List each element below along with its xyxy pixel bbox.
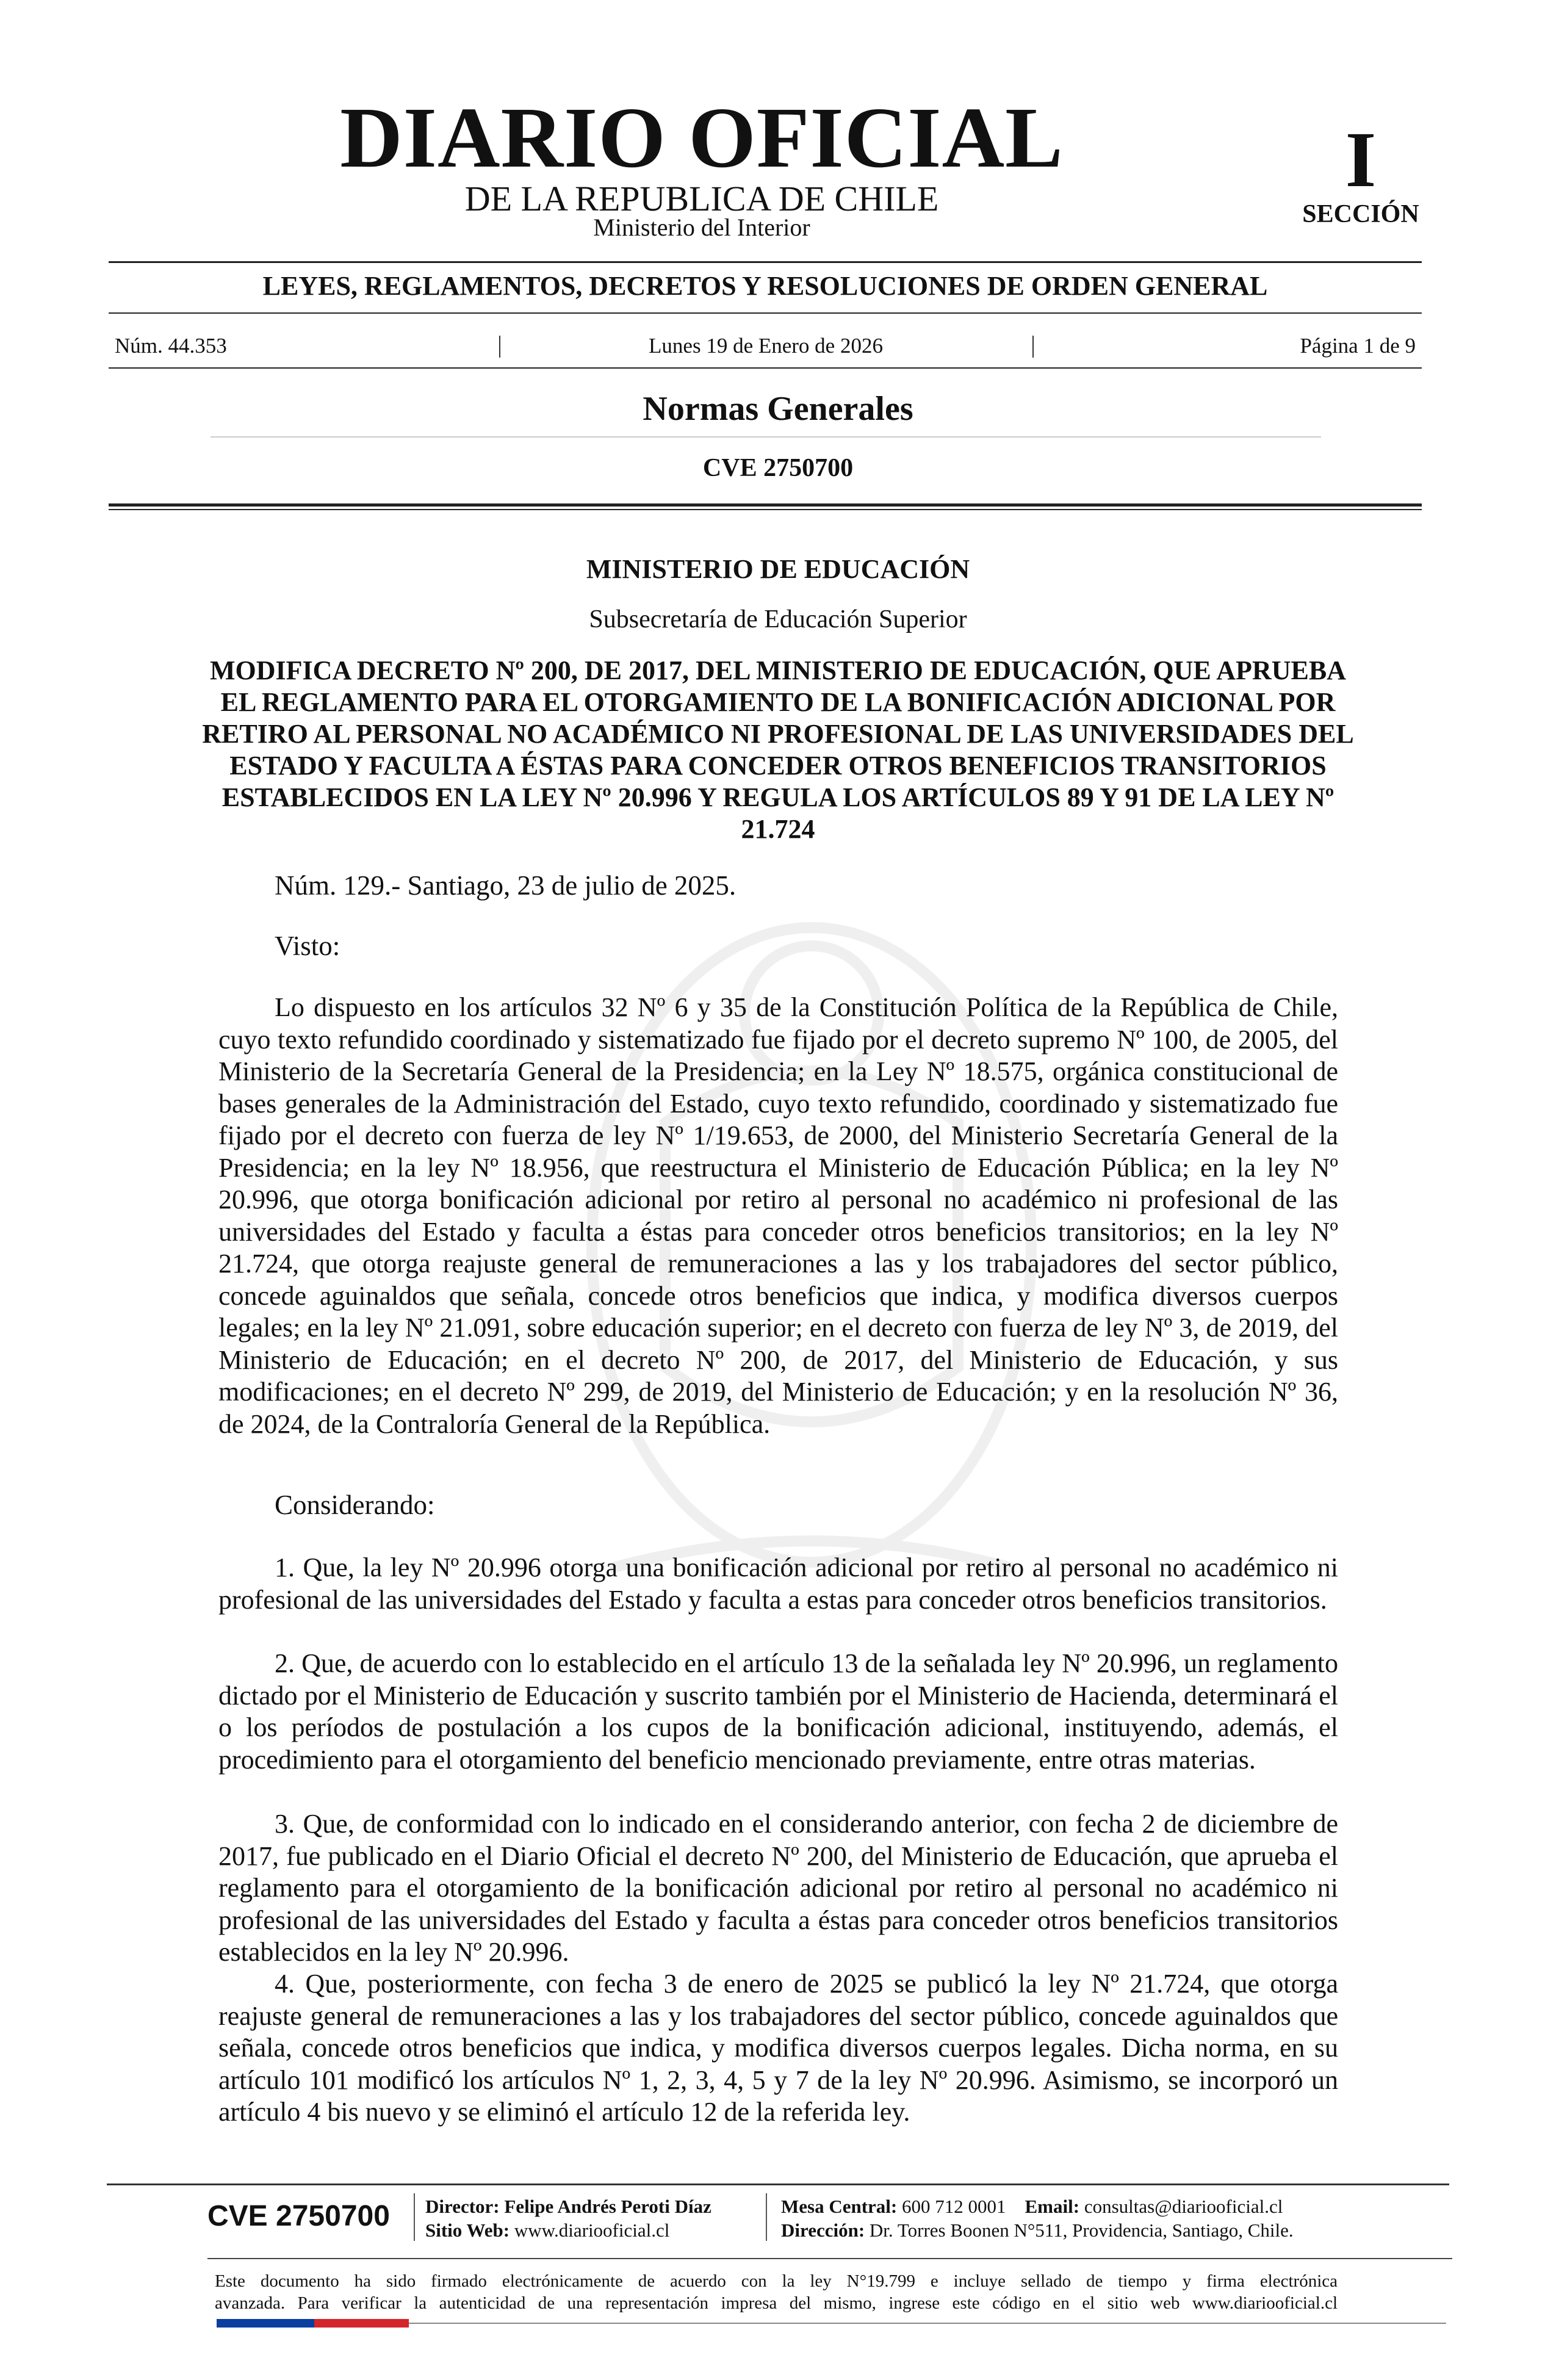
footer-separator xyxy=(414,2193,415,2241)
issue-number: Núm. 44.353 xyxy=(115,334,227,358)
header-rule-top xyxy=(109,261,1422,263)
newspaper-title: DIARIO OFICIAL xyxy=(340,89,1064,186)
header-rule-band xyxy=(109,312,1422,314)
issue-date: Lunes 19 de Enero de 2026 xyxy=(649,334,883,358)
footer-rule-mid xyxy=(207,2258,1452,2259)
header-rule-thin xyxy=(109,509,1422,510)
flag-stripe-red xyxy=(314,2319,409,2328)
footer-cve-code: CVE 2750700 xyxy=(207,2200,390,2232)
considerando-label: Considerando: xyxy=(275,1490,435,1520)
section-number: I xyxy=(1345,116,1377,204)
flag-stripe-blue xyxy=(217,2319,314,2328)
considerando-item: 4. Que, posteriormente, con fecha 3 de enero de 2025 se publicó la ley Nº 21.724, que otorga reajuste general de remuneraciones a las y los trabajadores del sector público, concede aguinaldos que señala, concede otros beneficios que indica, y modifica diversos cuerpos legales. Dicha norma, en su artículo 101 modificó los artículos Nº 1, 2, 3, 4, 5 y 7 de la ley Nº 20.996. Asimismo, se incorporó un artículo 4 bis nuevo y se eliminó el artículo 12 de la referida ley. xyxy=(218,1969,1338,2127)
visto-label: Visto: xyxy=(275,931,340,961)
issuing-subsecretary: Subsecretaría de Educación Superior xyxy=(589,605,967,633)
footer-separator xyxy=(766,2193,767,2241)
footer-website: Sitio Web: www.diariooficial.cl xyxy=(425,2220,670,2241)
issue-rule xyxy=(109,367,1422,369)
section-title-rule xyxy=(211,436,1321,438)
newspaper-ministry: Ministerio del Interior xyxy=(593,214,810,241)
visto-paragraph: Lo dispuesto en los artículos 32 Nº 6 y 35 de la Constitución Política de la República de Chile, cuyo texto refundido coordinado y sistematizado fue fijado por el decreto supremo Nº 100, de 2005, del Ministerio de la Secretaría General de la Presidencia; en la Ley Nº 18.575, orgánica constitucional de bases generales de la Administración del Estado, cuyo texto refundido, coordinado y sistematizado fue fijado por el decreto con fuerza de ley Nº 1/19.653, de 2000, del Ministerio Secretaría General de la Presidencia; en la ley Nº 18.956, que reestructura el Ministerio de Educación Pública; en la ley Nº 20.996, que otorga bonificación adicional por retiro al personal no académico ni profesional de las universidades del Estado y faculta a éstas para conceder otros beneficios transitorios; en la ley Nº 21.724, que otorga reajuste general de remuneraciones a las y los trabajadores del sector público, concede aguinaldos que señala, concede otros beneficios que indica, y modifica diversos cuerpos legales; en la ley Nº 21.091, sobre educación superior; en el decreto con fuerza de ley Nº 3, de 2019, del Ministerio de Educación; en el decreto Nº 200, de 2017, del Ministerio de Educación, y sus modificaciones; en el decreto Nº 299, de 2019, del Ministerio de Educación; y en la resolución Nº 36, de 2024, de la Contraloría General de la República. xyxy=(218,992,1338,1439)
section-label: SECCIÓN xyxy=(1302,200,1419,228)
considerando-item: 3. Que, de conformidad con lo indicado en el considerando anterior, con fecha 2 de diciembre de 2017, fue publicado en el Diario Oficial el decreto Nº 200, del Ministerio de Educación, que aprueba el reglamento para el otorgamiento de la bonificación adicional por retiro al personal no académico ni profesional de las universidades del Estado y faculta a éstas para conceder otros beneficios transitorios establecidos en la ley Nº 20.996. xyxy=(218,1809,1338,1967)
website-link[interactable]: www.diariooficial.cl xyxy=(514,2220,670,2241)
newspaper-subtitle: DE LA REPUBLICA DE CHILE xyxy=(464,179,939,218)
footer-rule xyxy=(107,2183,1449,2185)
issuing-ministry: MINISTERIO DE EDUCACIÓN xyxy=(586,554,970,584)
footer-rule-bottom xyxy=(409,2323,1446,2324)
section-band: LEYES, REGLAMENTOS, DECRETOS Y RESOLUCIONES DE ORDEN GENERAL xyxy=(262,271,1268,301)
footer-address: Dirección: Dr. Torres Boonen N°511, Providencia, Santiago, Chile. xyxy=(781,2220,1294,2241)
footer-legal-notice: Este documento ha sido firmado electrónicamente de acuerdo con la ley N°19.799 e incluye sellado de tiempo y firma electrónica avanzada. Para verificar la autenticidad de una representación impresa del mismo, ingrese este código en el sitio web www.diariooficial.cl xyxy=(215,2271,1338,2313)
considerando-item: 1. Que, la ley Nº 20.996 otorga una bonificación adicional por retiro al personal no académico ni profesional de las universidades del Estado y faculta a estas para conceder otros beneficios transitorios. xyxy=(218,1552,1338,1615)
cve-code: CVE 2750700 xyxy=(702,454,854,482)
section-title: Normas Generales xyxy=(643,390,913,428)
decree-heading: MODIFICA DECRETO Nº 200, DE 2017, DEL MINISTERIO DE EDUCACIÓN, QUE APRUEBA EL REGLAMENTO PARA EL OTORGAMIENTO DE LA BONIFICACIÓN ADICIONAL POR RETIRO AL PERSONAL NO ACADÉMICO NI PROFESIONAL DE LAS UNIVERSIDADES DEL ESTADO Y FACULTA A ÉSTAS PARA CONCEDER OTROS BENEFICIOS TRANSITORIOS ESTABLECIDOS EN LA LEY Nº 20.996 Y REGULA LOS ARTÍCULOS 89 Y 91 DE LA LEY Nº 21.724 xyxy=(202,655,1354,844)
issue-page: Página 1 de 9 xyxy=(1300,334,1416,358)
header-rule-thick xyxy=(109,503,1422,507)
email-link[interactable]: consultas@diariooficial.cl xyxy=(1084,2196,1283,2217)
issue-separator xyxy=(1032,336,1034,358)
footer-director: Director: Felipe Andrés Peroti Díaz xyxy=(425,2196,711,2217)
footer-contact: Mesa Central: 600 712 0001 Email: consultas@diariooficial.cl xyxy=(781,2196,1283,2217)
considerando-item: 2. Que, de acuerdo con lo establecido en el artículo 13 de la señalada ley Nº 20.996, un reglamento dictado por el Ministerio de Educación y suscrito también por el Ministerio de Hacienda, determinará el o los períodos de postulación a los cupos de la bonificación adicional, instituyendo, además, el procedimiento para el otorgamiento del beneficio mencionado previamente, entre otras materias. xyxy=(218,1648,1338,1775)
decree-number-line: Núm. 129.- Santiago, 23 de julio de 2025. xyxy=(275,870,737,901)
